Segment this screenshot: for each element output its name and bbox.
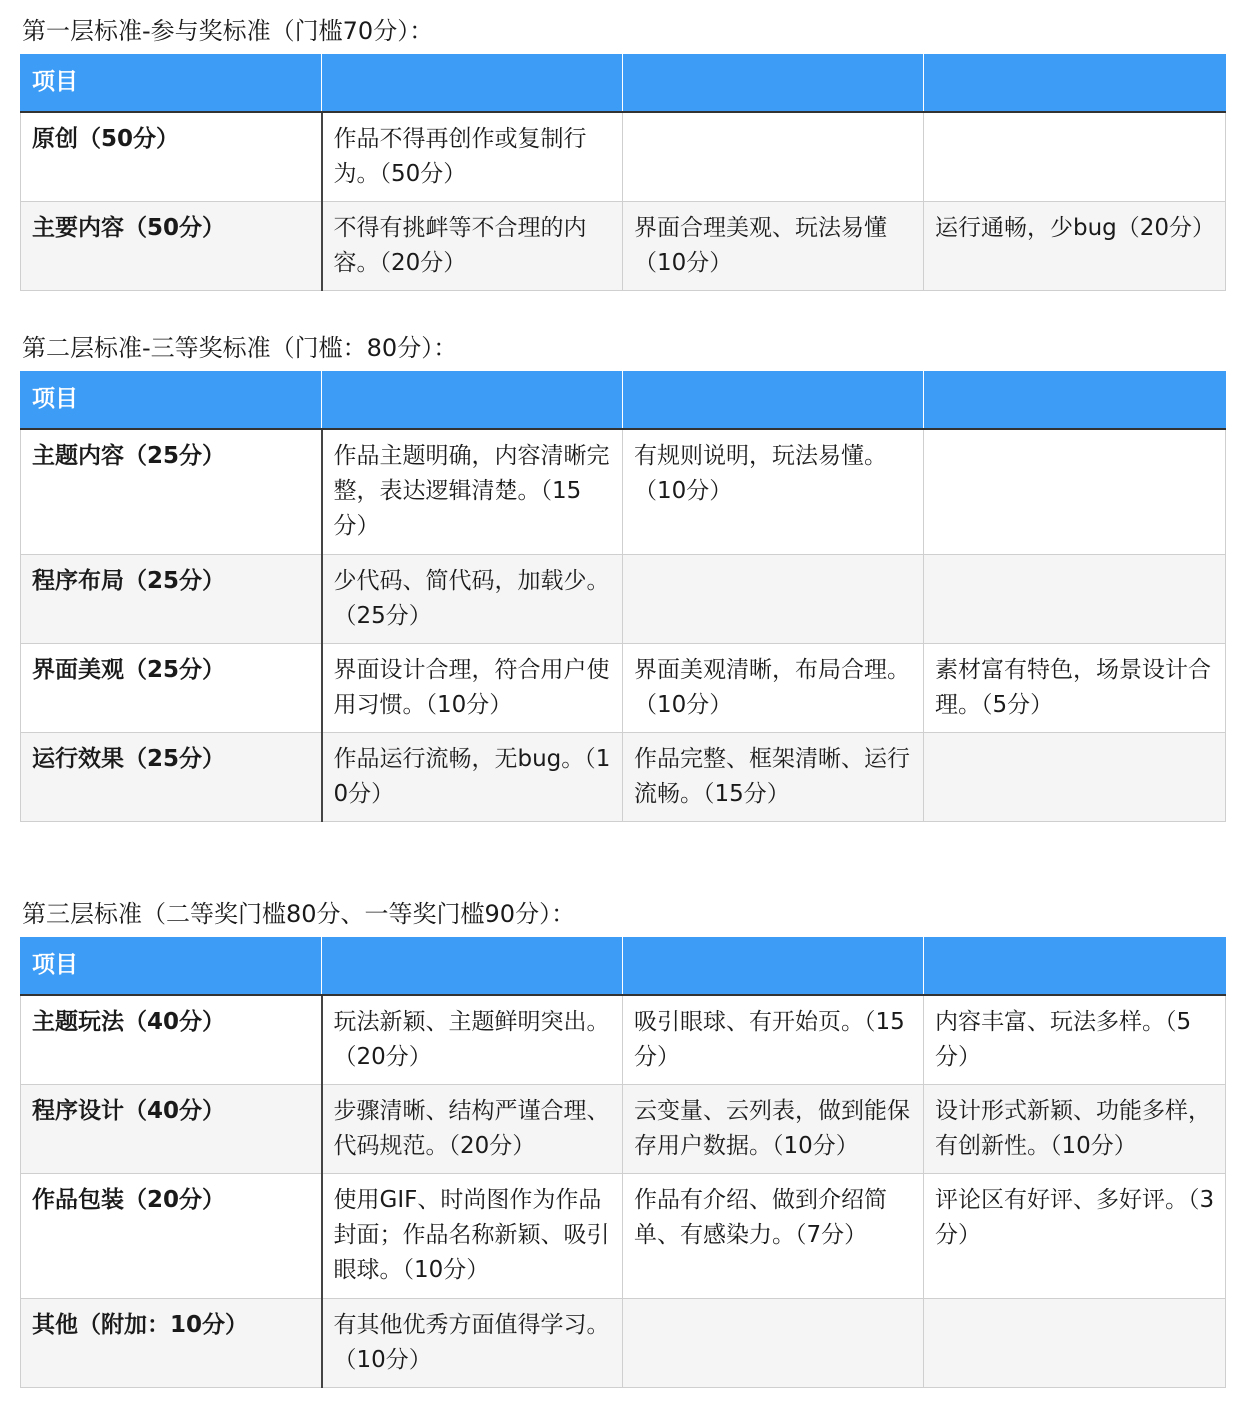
table-cell: 不得有挑衅等不合理的内容。（20分） [322,202,623,291]
header-cell [322,372,623,430]
table-header-row [21,372,1226,430]
header-cell [623,372,924,430]
table-cell [623,1299,924,1388]
table-cell: 吸引眼球、有开始页。（15分） [623,995,924,1085]
row-label: 运行效果（25分） [21,733,322,822]
row-label: 界面美观（25分） [21,644,322,733]
header-cell: 项目 [21,938,322,996]
table-cell: 素材富有特色，场景设计合理。（5分） [924,644,1226,733]
table-row [21,555,1226,644]
table-cell: 步骤清晰、结构严谨合理、代码规范。（20分） [322,1085,623,1174]
table-row [21,202,1226,291]
header-cell [924,938,1226,996]
table-row [21,429,1226,555]
table-row [21,1299,1226,1388]
table-cell: 设计形式新颖、功能多样，有创新性。（10分） [924,1085,1226,1174]
table-cell: 作品主题明确，内容清晰完整，表达逻辑清楚。（15分） [322,429,623,555]
table-row [21,1085,1226,1174]
row-label: 主题玩法（40分） [21,995,322,1085]
table-cell: 作品不得再创作或复制行为。（50分） [322,112,623,202]
table-cell [623,555,924,644]
table-row [21,644,1226,733]
table-cell: 有规则说明，玩法易懂。（10分） [623,429,924,555]
header-cell [623,938,924,996]
table-row [21,733,1226,822]
header-cell: 项目 [21,55,322,113]
table-cell: 评论区有好评、多好评。（3分） [924,1174,1226,1299]
criteria-table-level1 [20,54,1226,291]
table-row [21,1174,1226,1299]
table-cell [924,112,1226,202]
row-label: 其他（附加：10分） [21,1299,322,1388]
table-cell [924,429,1226,555]
header-cell [924,372,1226,430]
section1-title: 第一层标准-参与奖标准（门槛70分）： [22,17,434,45]
header-cell [924,55,1226,113]
section2-title: 第二层标准-三等奖标准（门槛：80分）： [22,334,458,362]
table-cell: 作品有介绍、做到介绍简单、有感染力。（7分） [623,1174,924,1299]
table-cell [924,555,1226,644]
table-cell: 作品运行流畅，无bug。（10分） [322,733,623,822]
table-cell: 使用GIF、时尚图作为作品封面；作品名称新颖、吸引眼球。（10分） [322,1174,623,1299]
table-header-row [21,55,1226,113]
table-cell: 云变量、云列表，做到能保存用户数据。（10分） [623,1085,924,1174]
criteria-table-level3 [20,937,1226,1388]
table-cell: 界面设计合理，符合用户使用习惯。（10分） [322,644,623,733]
table-cell: 运行通畅，少bug（20分） [924,202,1226,291]
criteria-table-level2 [20,371,1226,822]
row-label: 原创（50分） [21,112,322,202]
row-label: 程序设计（40分） [21,1085,322,1174]
table-row [21,995,1226,1085]
table-cell: 界面合理美观、玩法易懂（10分） [623,202,924,291]
table-cell [623,112,924,202]
table-cell [924,733,1226,822]
table-cell: 有其他优秀方面值得学习。（10分） [322,1299,623,1388]
table-row [21,112,1226,202]
row-label: 主题内容（25分） [21,429,322,555]
table-header-row [21,938,1226,996]
header-cell [623,55,924,113]
table-cell: 少代码、简代码，加载少。（25分） [322,555,623,644]
header-cell [322,938,623,996]
table-cell: 内容丰富、玩法多样。（5分） [924,995,1226,1085]
table-cell [924,1299,1226,1388]
table-cell: 作品完整、框架清晰、运行流畅。（15分） [623,733,924,822]
table-cell: 玩法新颖、主题鲜明突出。（20分） [322,995,623,1085]
section3-title: 第三层标准（二等奖门槛80分、一等奖门槛90分）： [22,900,576,928]
row-label: 主要内容（50分） [21,202,322,291]
header-cell: 项目 [21,372,322,430]
header-cell [322,55,623,113]
table-cell: 界面美观清晰，布局合理。（10分） [623,644,924,733]
row-label: 作品包装（20分） [21,1174,322,1299]
row-label: 程序布局（25分） [21,555,322,644]
